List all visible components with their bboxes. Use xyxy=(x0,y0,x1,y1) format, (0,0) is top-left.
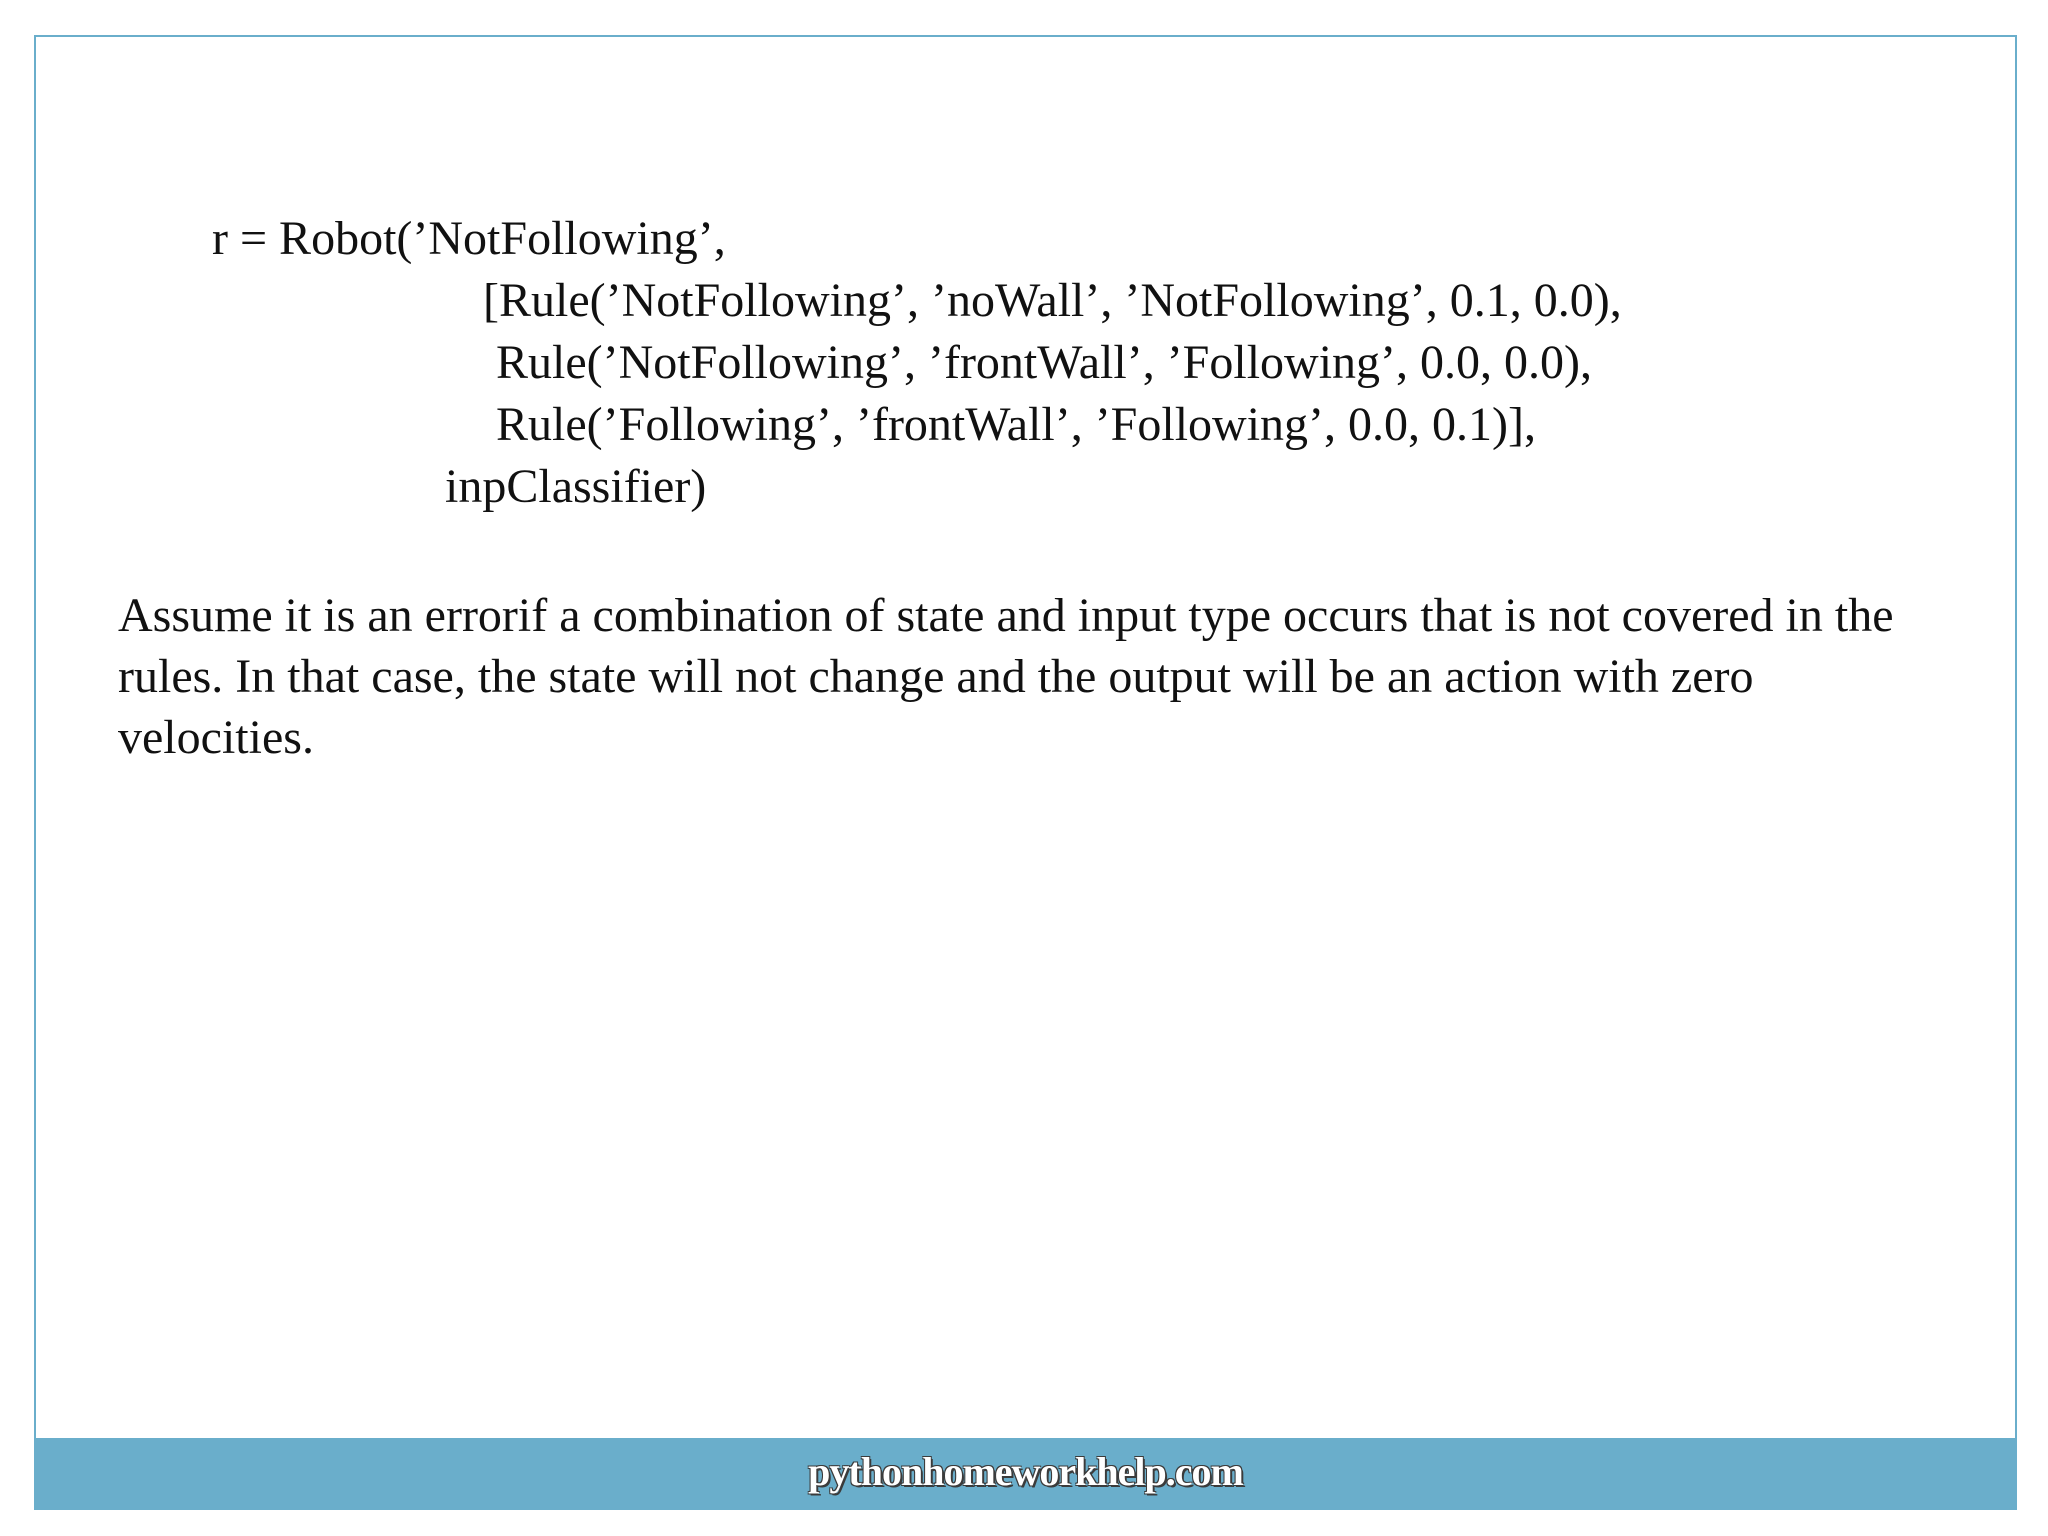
code-line-1: r = Robot(’NotFollowing’, xyxy=(212,212,726,265)
code-line-2: [Rule(’NotFollowing’, ’noWall’, ’NotFollowing’, 0.1, 0.0), xyxy=(483,274,1622,327)
footer-site-logo-text: pythonhomeworkhelp.com xyxy=(808,1449,1243,1494)
code-line-3: Rule(’NotFollowing’, ’frontWall’, ’Following’, 0.0, 0.0), xyxy=(496,336,1593,389)
footer-bar xyxy=(36,1438,2015,1508)
code-line-5: inpClassifier) xyxy=(445,460,707,513)
slide xyxy=(34,35,2017,1510)
body-paragraph: Assume it is an errorif a combination of state and input type occurs that is not covered in the rules. In that case, the state will not change and the output will be an action with zero velocities. xyxy=(118,589,1894,764)
code-line-4: Rule(’Following’, ’frontWall’, ’Following’, 0.0, 0.1)], xyxy=(496,398,1536,451)
